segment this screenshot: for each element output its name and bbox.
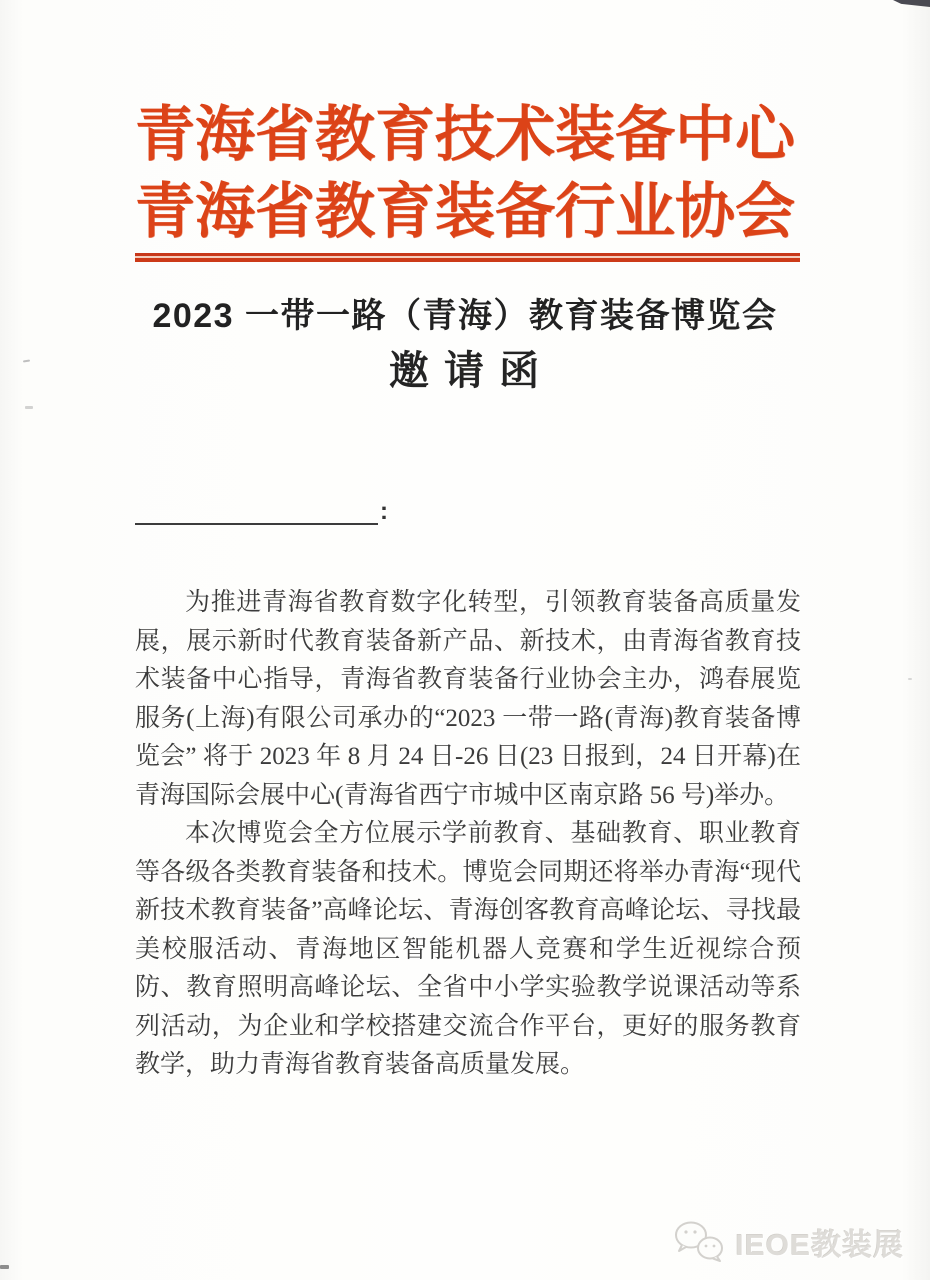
watermark <box>674 1220 904 1264</box>
letter-body <box>135 584 801 1085</box>
scan-speck <box>0 1265 9 1269</box>
letterhead-rule <box>135 253 800 262</box>
document-subtitle: 邀 请 函 <box>388 349 542 393</box>
scan-speck <box>25 406 33 409</box>
letterhead <box>0 96 930 250</box>
salutation-colon: : <box>380 498 388 525</box>
salutation-line <box>135 498 388 525</box>
letterhead-rule-bottom <box>135 258 800 262</box>
org-name-line2: 青海省教育装备行业协会 <box>135 178 795 245</box>
org-name-line1: 青海省教育技术装备中心 <box>135 101 795 168</box>
paragraph-1: 为推进青海省教育数字化转型，引领教育装备高质量发展，展示新时代教育装备新产品、新技术，由青海省教育技术装备中心指导，青海省教育装备行业协会主办，鸿春展览服务(上海)有限公司承办的“2023 一带一路(青海)教育装备博览会” 将于 2023 年 8 月 24 日-26 日(23 日报到，24 日开幕)在青海国际会展中心(青海省西宁市城中区南京路 56 号)举办。 <box>135 589 801 809</box>
wechat-icon <box>674 1220 726 1264</box>
scan-speck <box>908 678 912 680</box>
salutation-blank-underline <box>135 498 378 525</box>
paragraph-2: 本次博览会全方位展示学前教育、基础教育、职业教育等各级各类教育装备和技术。博览会同期还将举办青海“现代新技术教育装备”高峰论坛、青海创客教育高峰论坛、寻找最美校服活动、青海地区智能机器人竞赛和学生近视综合预防、教育照明高峰论坛、全省中小学实验教学说课活动等系列活动，为企业和学校搭建交流合作平台，更好的服务教育教学，助力青海省教育装备高质量发展。 <box>135 820 801 1078</box>
watermark-label: IEOE教装展 <box>735 1229 904 1262</box>
document-title: 2023 一带一路（青海）教育装备博览会 <box>152 297 778 335</box>
scan-corner-mark <box>893 0 930 7</box>
